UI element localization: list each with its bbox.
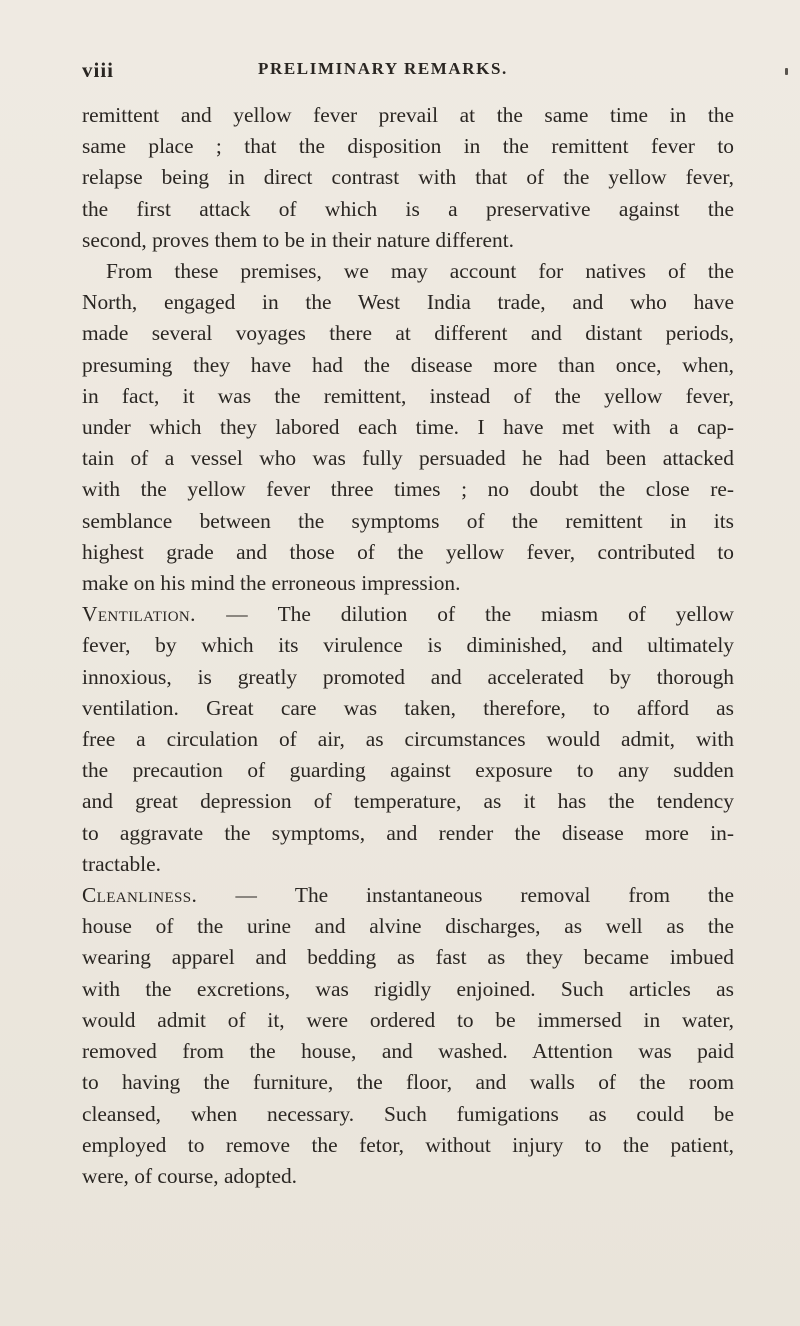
- running-head: PRELIMINARY REMARKS.: [258, 59, 508, 78]
- text-line: semblance between the symptoms of the remittent in its: [82, 508, 734, 533]
- text-line: same place ; that the disposition in the remittent fever to: [82, 134, 734, 159]
- text-line: removed from the house, and washed. Attention was paid: [82, 1039, 734, 1064]
- text-line: wearing apparel and bedding as fast as they became imbued: [82, 945, 734, 970]
- text-line: were, of course, adopted.: [82, 1163, 298, 1188]
- text-line: the precaution of guarding against exposure to any sudden: [82, 758, 734, 783]
- text-line: relapse being in direct contrast with that of the yellow fever,: [82, 165, 734, 190]
- text-line: under which they labored each time. I have met with a cap-: [82, 415, 734, 440]
- text-line-rest: The dilution of the miasm of yellow: [277, 602, 734, 627]
- text-line: North, engaged in the West India trade, and who have: [82, 290, 734, 315]
- text-line: and great depression of temperature, as it has the tendency: [82, 789, 734, 814]
- text-line: remittent and yellow fever prevail at the same time in the: [82, 103, 734, 127]
- text-line: cleansed, when necessary. Such fumigations as could be: [82, 1101, 734, 1126]
- text-line: From these premises, we may account for natives of the: [106, 259, 734, 284]
- text-line-ventilation: [82, 599, 734, 630]
- text-line: made several voyages there at different and distant periods,: [82, 321, 734, 346]
- text-line: innoxious, is greatly promoted and accelerated by thorough: [82, 664, 734, 689]
- text-line: second, proves them to be in their nature different.: [82, 227, 515, 252]
- text-line: with the yellow fever three times ; no doubt the close re-: [82, 477, 734, 502]
- section-heading-ventilation: Ventilation. —: [82, 602, 249, 627]
- section-heading-cleanliness: Cleanliness. —: [82, 883, 258, 908]
- page-number: viii: [82, 58, 115, 82]
- text-line: make on his mind the erroneous impression.: [82, 571, 461, 596]
- text-line: in fact, it was the remittent, instead of the yellow fever,: [82, 383, 734, 408]
- text-line: to aggravate the symptoms, and render the disease more in-: [82, 820, 734, 845]
- text-line: to having the furniture, the floor, and walls of the room: [82, 1070, 734, 1095]
- body-text: [82, 100, 734, 1192]
- text-line: the first attack of which is a preservative against the: [82, 196, 734, 221]
- text-line: with the excretions, was rigidly enjoined. Such articles as: [82, 976, 734, 1001]
- text-line: would admit of it, were ordered to be immersed in water,: [82, 1007, 734, 1032]
- text-line: tain of a vessel who was fully persuaded he had been attacked: [82, 446, 734, 471]
- text-line: house of the urine and alvine discharges, as well as the: [82, 914, 734, 939]
- print-speck: [785, 68, 788, 75]
- page-header: [82, 58, 722, 82]
- text-line-cleanliness: [82, 880, 734, 911]
- text-line: fever, by which its virulence is diminished, and ultimately: [82, 633, 734, 658]
- text-line: highest grade and those of the yellow fever, contributed to: [82, 539, 734, 564]
- text-line: free a circulation of air, as circumstances would admit, with: [82, 727, 734, 752]
- text-line: presuming they have had the disease more than once, when,: [82, 352, 734, 377]
- text-line-rest: The instantaneous removal from the: [294, 883, 734, 908]
- text-line: employed to remove the fetor, without injury to the patient,: [82, 1132, 734, 1157]
- text-line: ventilation. Great care was taken, therefore, to afford as: [82, 695, 734, 720]
- text-line: tractable.: [82, 851, 161, 876]
